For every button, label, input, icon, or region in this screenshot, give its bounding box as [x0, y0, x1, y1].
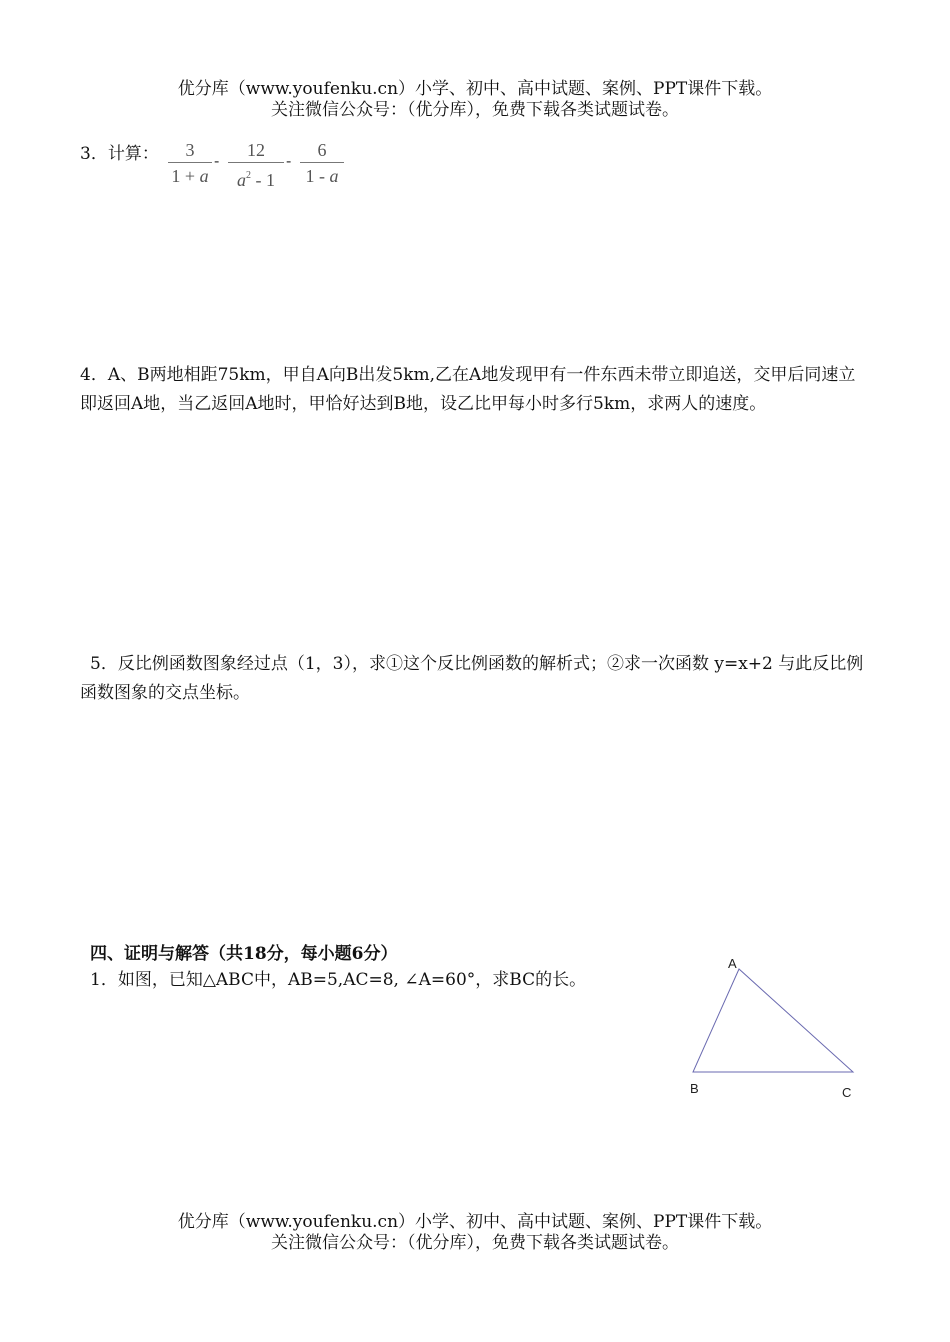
q3-fraction-2 — [228, 140, 284, 191]
q3-fraction-2-den-var: a — [237, 170, 246, 190]
q3-fraction-1-denominator — [168, 163, 212, 187]
q3-fraction-3-den-var: a — [329, 166, 339, 186]
vertex-c-label: C — [842, 1085, 852, 1100]
q3-fraction-1 — [168, 140, 212, 187]
triangle-abc — [693, 969, 853, 1072]
vertex-b-label: B — [690, 1081, 699, 1096]
q3-fraction-2-denominator — [228, 163, 284, 191]
q5-text: 5．反比例函数图象经过点（1，3），求①这个反比例函数的解析式；②求一次函数 y=x+2 与此反比例函数图象的交点坐标。 — [80, 654, 864, 703]
footer-line-1: 优分库（www.youfenku.cn）小学、初中、高中试题、案例、PPT课件下载。 — [177, 1212, 773, 1232]
q3-fraction-1-den-text: 1 + — [171, 166, 200, 186]
q3-fraction-2-den-text: - 1 — [251, 170, 275, 190]
q3-fraction-2-numerator: 12 — [228, 140, 284, 163]
q3-fraction-3 — [300, 140, 344, 187]
q3-minus-1: - — [214, 153, 220, 170]
header-line-1: 优分库（www.youfenku.cn）小学、初中、高中试题、案例、PPT课件下载。 — [177, 79, 773, 99]
q3-label: 3．计算： — [80, 144, 159, 164]
section-4-title: 四、证明与解答（共18分，每小题6分） — [90, 944, 398, 964]
q3-fraction-1-den-var: a — [199, 166, 209, 186]
q3-minus-2: - — [286, 153, 292, 170]
q3-fraction-3-den-text: 1 - — [305, 166, 330, 186]
vertex-a-label: A — [728, 956, 737, 971]
q3-fraction-3-numerator: 6 — [300, 140, 344, 163]
header-line-2: 关注微信公众号：（优分库），免费下载各类试题试卷。 — [271, 100, 679, 120]
q4-text: 4．A、B两地相距75km，甲自A向B出发5km,乙在A地发现甲有一件东西未带立即追送，交甲后同速立即返回A地，当乙返回A地时，甲恰好达到B地，设乙比甲每小时多行5km，求两人的速度。 — [80, 365, 856, 414]
footer-line-2: 关注微信公众号：（优分库），免费下载各类试题试卷。 — [271, 1233, 679, 1253]
q3-fraction-2-den-exponent: 2 — [246, 170, 251, 181]
q3-fraction-1-numerator: 3 — [168, 140, 212, 163]
q3-fraction-3-denominator — [300, 163, 344, 187]
section-4-q1-text: 1．如图，已知△ABC中，AB=5,AC=8, ∠A=60°，求BC的长。 — [90, 970, 587, 990]
